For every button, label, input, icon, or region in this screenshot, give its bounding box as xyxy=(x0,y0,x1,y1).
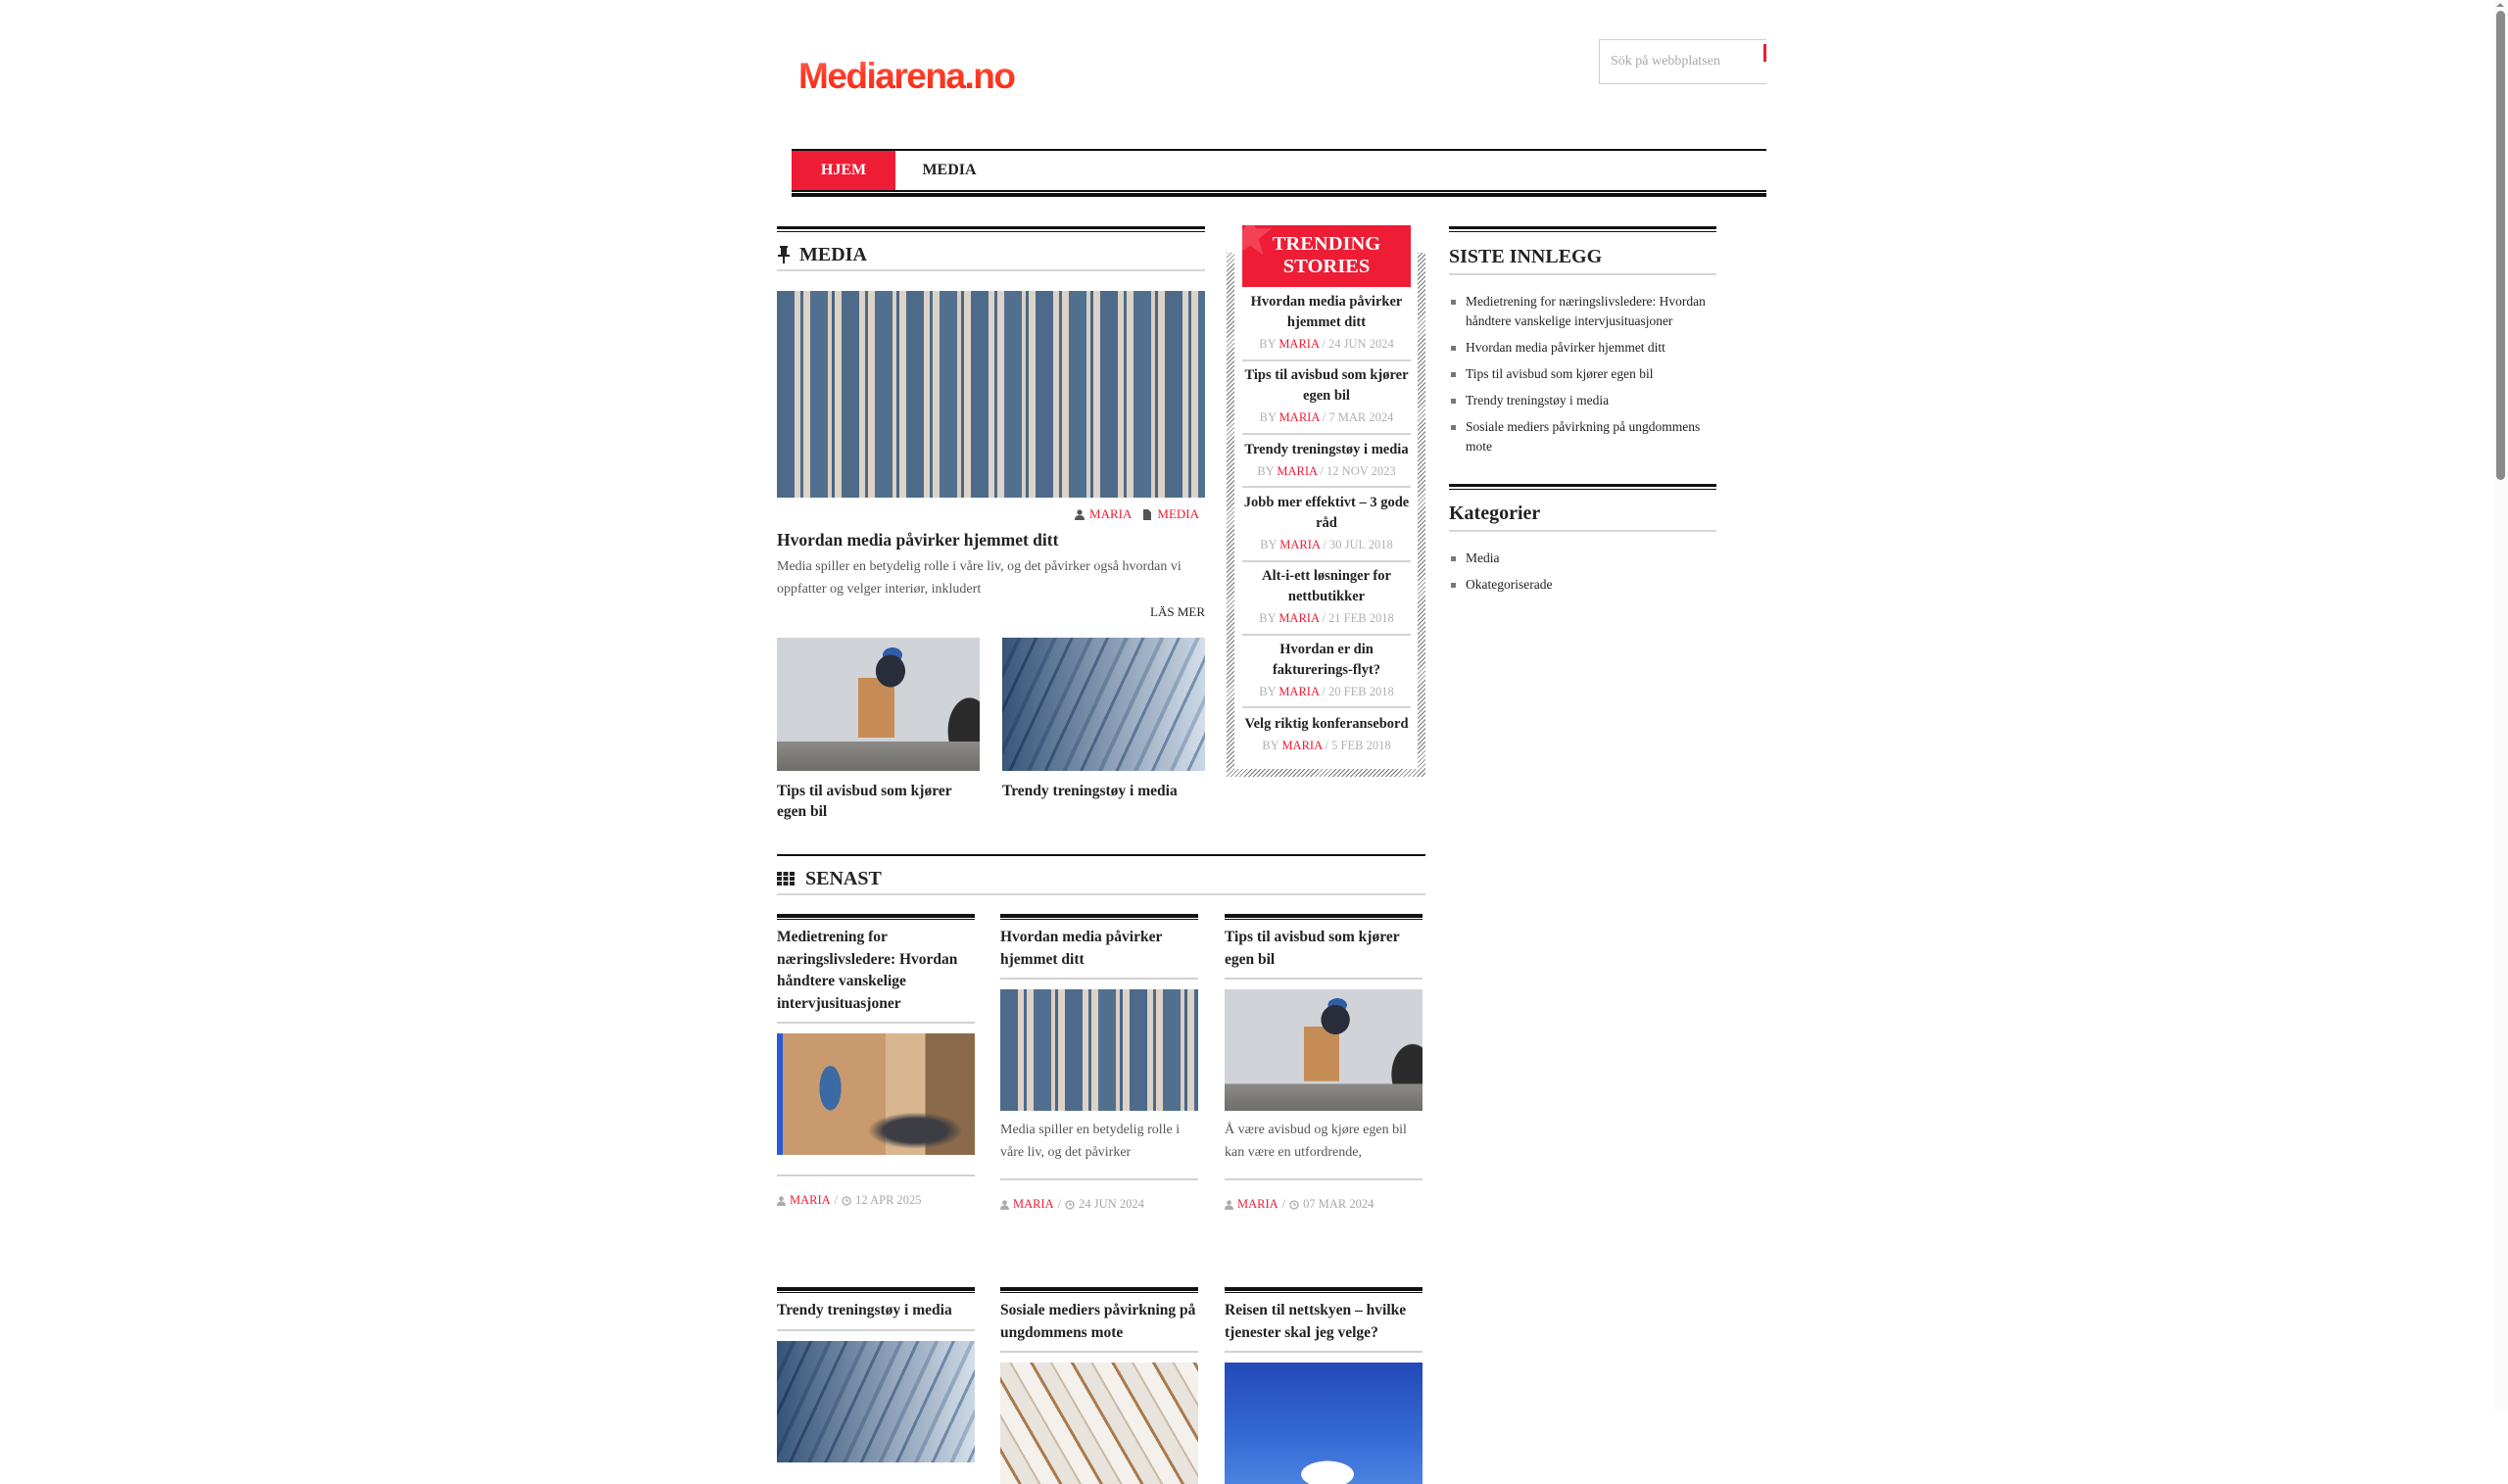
widget-title: SISTE INNLEGG xyxy=(1449,246,1603,267)
media-section xyxy=(777,226,1205,820)
author-link[interactable]: MARIA xyxy=(1279,538,1321,551)
section-title[interactable]: MEDIA xyxy=(799,243,867,265)
trending-item[interactable]: Jobb mer effektivt – 3 gode råd BY MARIA / 30 JUL 2018 xyxy=(1243,495,1410,551)
post-card xyxy=(777,1287,975,1462)
author-link[interactable]: MARIA xyxy=(1278,337,1320,351)
recent-posts-list xyxy=(1449,292,1716,456)
post-card-title[interactable]: Hvordan media påvirker hjemmet ditt xyxy=(1000,929,1163,968)
widget-separator xyxy=(1449,273,1716,275)
post-card xyxy=(1225,1287,1423,1484)
user-icon xyxy=(1000,1200,1009,1210)
page-scrollbar[interactable] xyxy=(2493,0,2508,1411)
category-link[interactable]: MEDIA xyxy=(1157,506,1199,521)
section-title[interactable]: SENAST xyxy=(805,867,882,889)
author-link[interactable]: MARIA xyxy=(1278,685,1320,698)
author-link[interactable]: MARIA xyxy=(1278,611,1320,625)
trending-separator xyxy=(1242,706,1411,708)
post-image-delivery[interactable] xyxy=(777,638,980,771)
clock-icon xyxy=(1289,1200,1299,1210)
post-card-title[interactable]: Reisen til nettskyen – hvilke tjenester skal jeg velge? xyxy=(1225,1302,1407,1341)
trending-item[interactable]: Hvordan er din fakturerings-flyt? BY MARIA / 20 FEB 2018 xyxy=(1242,640,1411,700)
trending-header xyxy=(1242,225,1411,287)
post-card xyxy=(1000,1287,1198,1484)
trending-item-title[interactable]: Hvordan media påvirker hjemmet ditt xyxy=(1250,294,1403,330)
main-nav xyxy=(792,149,1766,196)
widget-border xyxy=(1449,484,1716,490)
post-card xyxy=(777,914,975,1208)
trending-item-title[interactable]: Trendy treningstøy i media xyxy=(1244,442,1409,457)
trending-separator xyxy=(1242,634,1411,636)
latest-section xyxy=(777,854,1425,1411)
post-card-image[interactable] xyxy=(1000,1363,1198,1484)
trending-item-title[interactable]: Jobb mer effektivt – 3 gode råd xyxy=(1243,495,1410,531)
author-link[interactable]: MARIA xyxy=(1237,1197,1278,1211)
trending-item[interactable]: Trendy treningstøy i media BY MARIA / 12 NOV 2023 xyxy=(1242,440,1411,480)
post-card-excerpt: Media spiller en betydelig rolle i våre liv, og det påvirker xyxy=(1000,1123,1181,1160)
scroll-up-icon[interactable] xyxy=(2496,3,2504,7)
featured-title[interactable]: Hvordan media påvirker hjemmet ditt xyxy=(777,530,1059,550)
scrollbar-thumb[interactable] xyxy=(2496,11,2505,480)
trending-separator xyxy=(1242,359,1411,361)
post-card xyxy=(1000,914,1198,1212)
section-header xyxy=(777,864,882,893)
clock-icon xyxy=(842,1196,851,1206)
post-card-meta: MARIA / 12 APR 2025 xyxy=(777,1193,975,1208)
search-button[interactable] xyxy=(1763,44,1766,62)
clock-icon xyxy=(1065,1200,1075,1210)
post-card-image[interactable] xyxy=(1225,989,1423,1111)
section-separator xyxy=(777,269,1205,271)
nav-item-hjem[interactable]: HJEM xyxy=(792,151,895,190)
author-link[interactable]: MARIA xyxy=(1281,739,1323,752)
author-link[interactable]: MARIA xyxy=(790,1193,831,1207)
trending-item-title[interactable]: Velg riktig konferansebord xyxy=(1244,716,1409,732)
post-card-image[interactable] xyxy=(777,1341,975,1462)
featured-excerpt: Media spiller en betydelig rolle i våre liv, og det påvirker også hvordan vi oppfatter og velger interiør, inkludert xyxy=(777,559,1182,597)
post-card-image[interactable] xyxy=(1000,989,1198,1111)
category-link[interactable]: Okategoriserade xyxy=(1449,575,1716,595)
author-link[interactable]: MARIA xyxy=(1089,506,1133,521)
trending-title-line2: STORIES xyxy=(1282,256,1371,277)
recent-post-link[interactable]: Sosiale mediers påvirkning på ungdommens mote xyxy=(1449,417,1716,456)
site-logo[interactable]: Mediarena.no xyxy=(798,56,1015,96)
search-input[interactable] xyxy=(1600,40,1747,83)
search-box xyxy=(1599,39,1766,84)
recent-post-link[interactable]: Tips til avisbud som kjører egen bil xyxy=(1449,364,1716,384)
trending-item[interactable]: Hvordan media påvirker hjemmet ditt BY MARIA / 24 JUN 2024 xyxy=(1242,292,1411,353)
trending-item-title[interactable]: Tips til avisbud som kjører egen bil xyxy=(1244,367,1409,404)
trending-item[interactable]: Tips til avisbud som kjører egen bil BY MARIA / 7 MAR 2024 xyxy=(1242,365,1411,426)
widget-title: Kategorier xyxy=(1449,503,1541,524)
featured-meta xyxy=(1075,506,1199,522)
post-card-image[interactable] xyxy=(1225,1363,1423,1484)
user-icon xyxy=(1075,509,1085,520)
trending-separator xyxy=(1242,560,1411,562)
post-card xyxy=(1225,914,1423,1212)
categories-list xyxy=(1449,549,1716,595)
category-link[interactable]: Media xyxy=(1449,549,1716,568)
trending-item-title[interactable]: Alt-i-ett løsninger for nettbutikker xyxy=(1262,568,1391,604)
author-link[interactable]: MARIA xyxy=(1013,1197,1054,1211)
post-card-title[interactable]: Sosiale mediers påvirkning på ungdommens mote xyxy=(1000,1302,1196,1341)
recent-post-link[interactable]: Hvordan media påvirker hjemmet ditt xyxy=(1449,338,1716,358)
trending-item[interactable]: Velg riktig konferansebord BY MARIA / 5 FEB 2018 xyxy=(1242,714,1411,754)
small-post-title[interactable]: Trendy treningstøy i media xyxy=(1002,783,1178,799)
categories-widget xyxy=(1449,484,1716,601)
post-card-title[interactable]: Medietrening for næringslivsledere: Hvordan håndtere vanskelige intervjusituasjoner xyxy=(777,929,958,1012)
trending-separator xyxy=(1242,433,1411,435)
post-image-newspapers[interactable] xyxy=(1002,638,1205,771)
author-link[interactable]: MARIA xyxy=(1277,464,1318,478)
section-border xyxy=(777,854,1425,856)
section-separator xyxy=(777,893,1425,895)
section-header xyxy=(777,240,867,269)
file-icon xyxy=(1142,509,1152,520)
featured-image[interactable] xyxy=(777,291,1205,498)
post-card-image[interactable] xyxy=(777,1033,975,1155)
post-card-title[interactable]: Trendy treningstøy i media xyxy=(777,1302,952,1318)
post-card-meta: MARIA / 07 MAR 2024 xyxy=(1225,1197,1423,1212)
small-post-title[interactable]: Tips til avisbud som kjører egen bil xyxy=(777,783,952,820)
recent-post-link[interactable]: Trendy treningstøy i media xyxy=(1449,391,1716,410)
recent-posts-widget xyxy=(1449,226,1716,463)
post-card-meta: MARIA / 24 JUN 2024 xyxy=(1000,1197,1198,1212)
author-link[interactable]: MARIA xyxy=(1278,410,1320,424)
grid-icon xyxy=(777,872,795,886)
recent-post-link[interactable]: Medietrening for næringslivsledere: Hvordan håndtere vanskelige intervjusituasjoner xyxy=(1449,292,1716,331)
post-card-title[interactable]: Tips til avisbud som kjører egen bil xyxy=(1225,929,1400,968)
read-more-link[interactable]: LÄS MER xyxy=(1150,604,1205,619)
star-icon xyxy=(1242,225,1274,259)
widget-separator xyxy=(1449,530,1716,532)
section-border xyxy=(777,226,1205,232)
nav-item-media[interactable]: MEDIA xyxy=(922,162,977,178)
trending-item[interactable]: Alt-i-ett løsninger for nettbutikker BY MARIA / 21 FEB 2018 xyxy=(1242,566,1411,627)
post-card-excerpt: Å være avisbud og kjøre egen bil kan være en utfordrende, xyxy=(1225,1123,1407,1160)
pin-icon xyxy=(777,246,791,263)
user-icon xyxy=(777,1196,786,1206)
nav-divider-thick xyxy=(792,193,1766,197)
widget-border xyxy=(1449,226,1716,232)
user-icon xyxy=(1225,1200,1233,1210)
trending-item-title[interactable]: Hvordan er din fakturerings-flyt? xyxy=(1272,642,1381,678)
nav-divider xyxy=(792,190,1766,192)
trending-title-line1: TRENDING xyxy=(1272,233,1381,255)
trending-separator xyxy=(1242,486,1411,488)
